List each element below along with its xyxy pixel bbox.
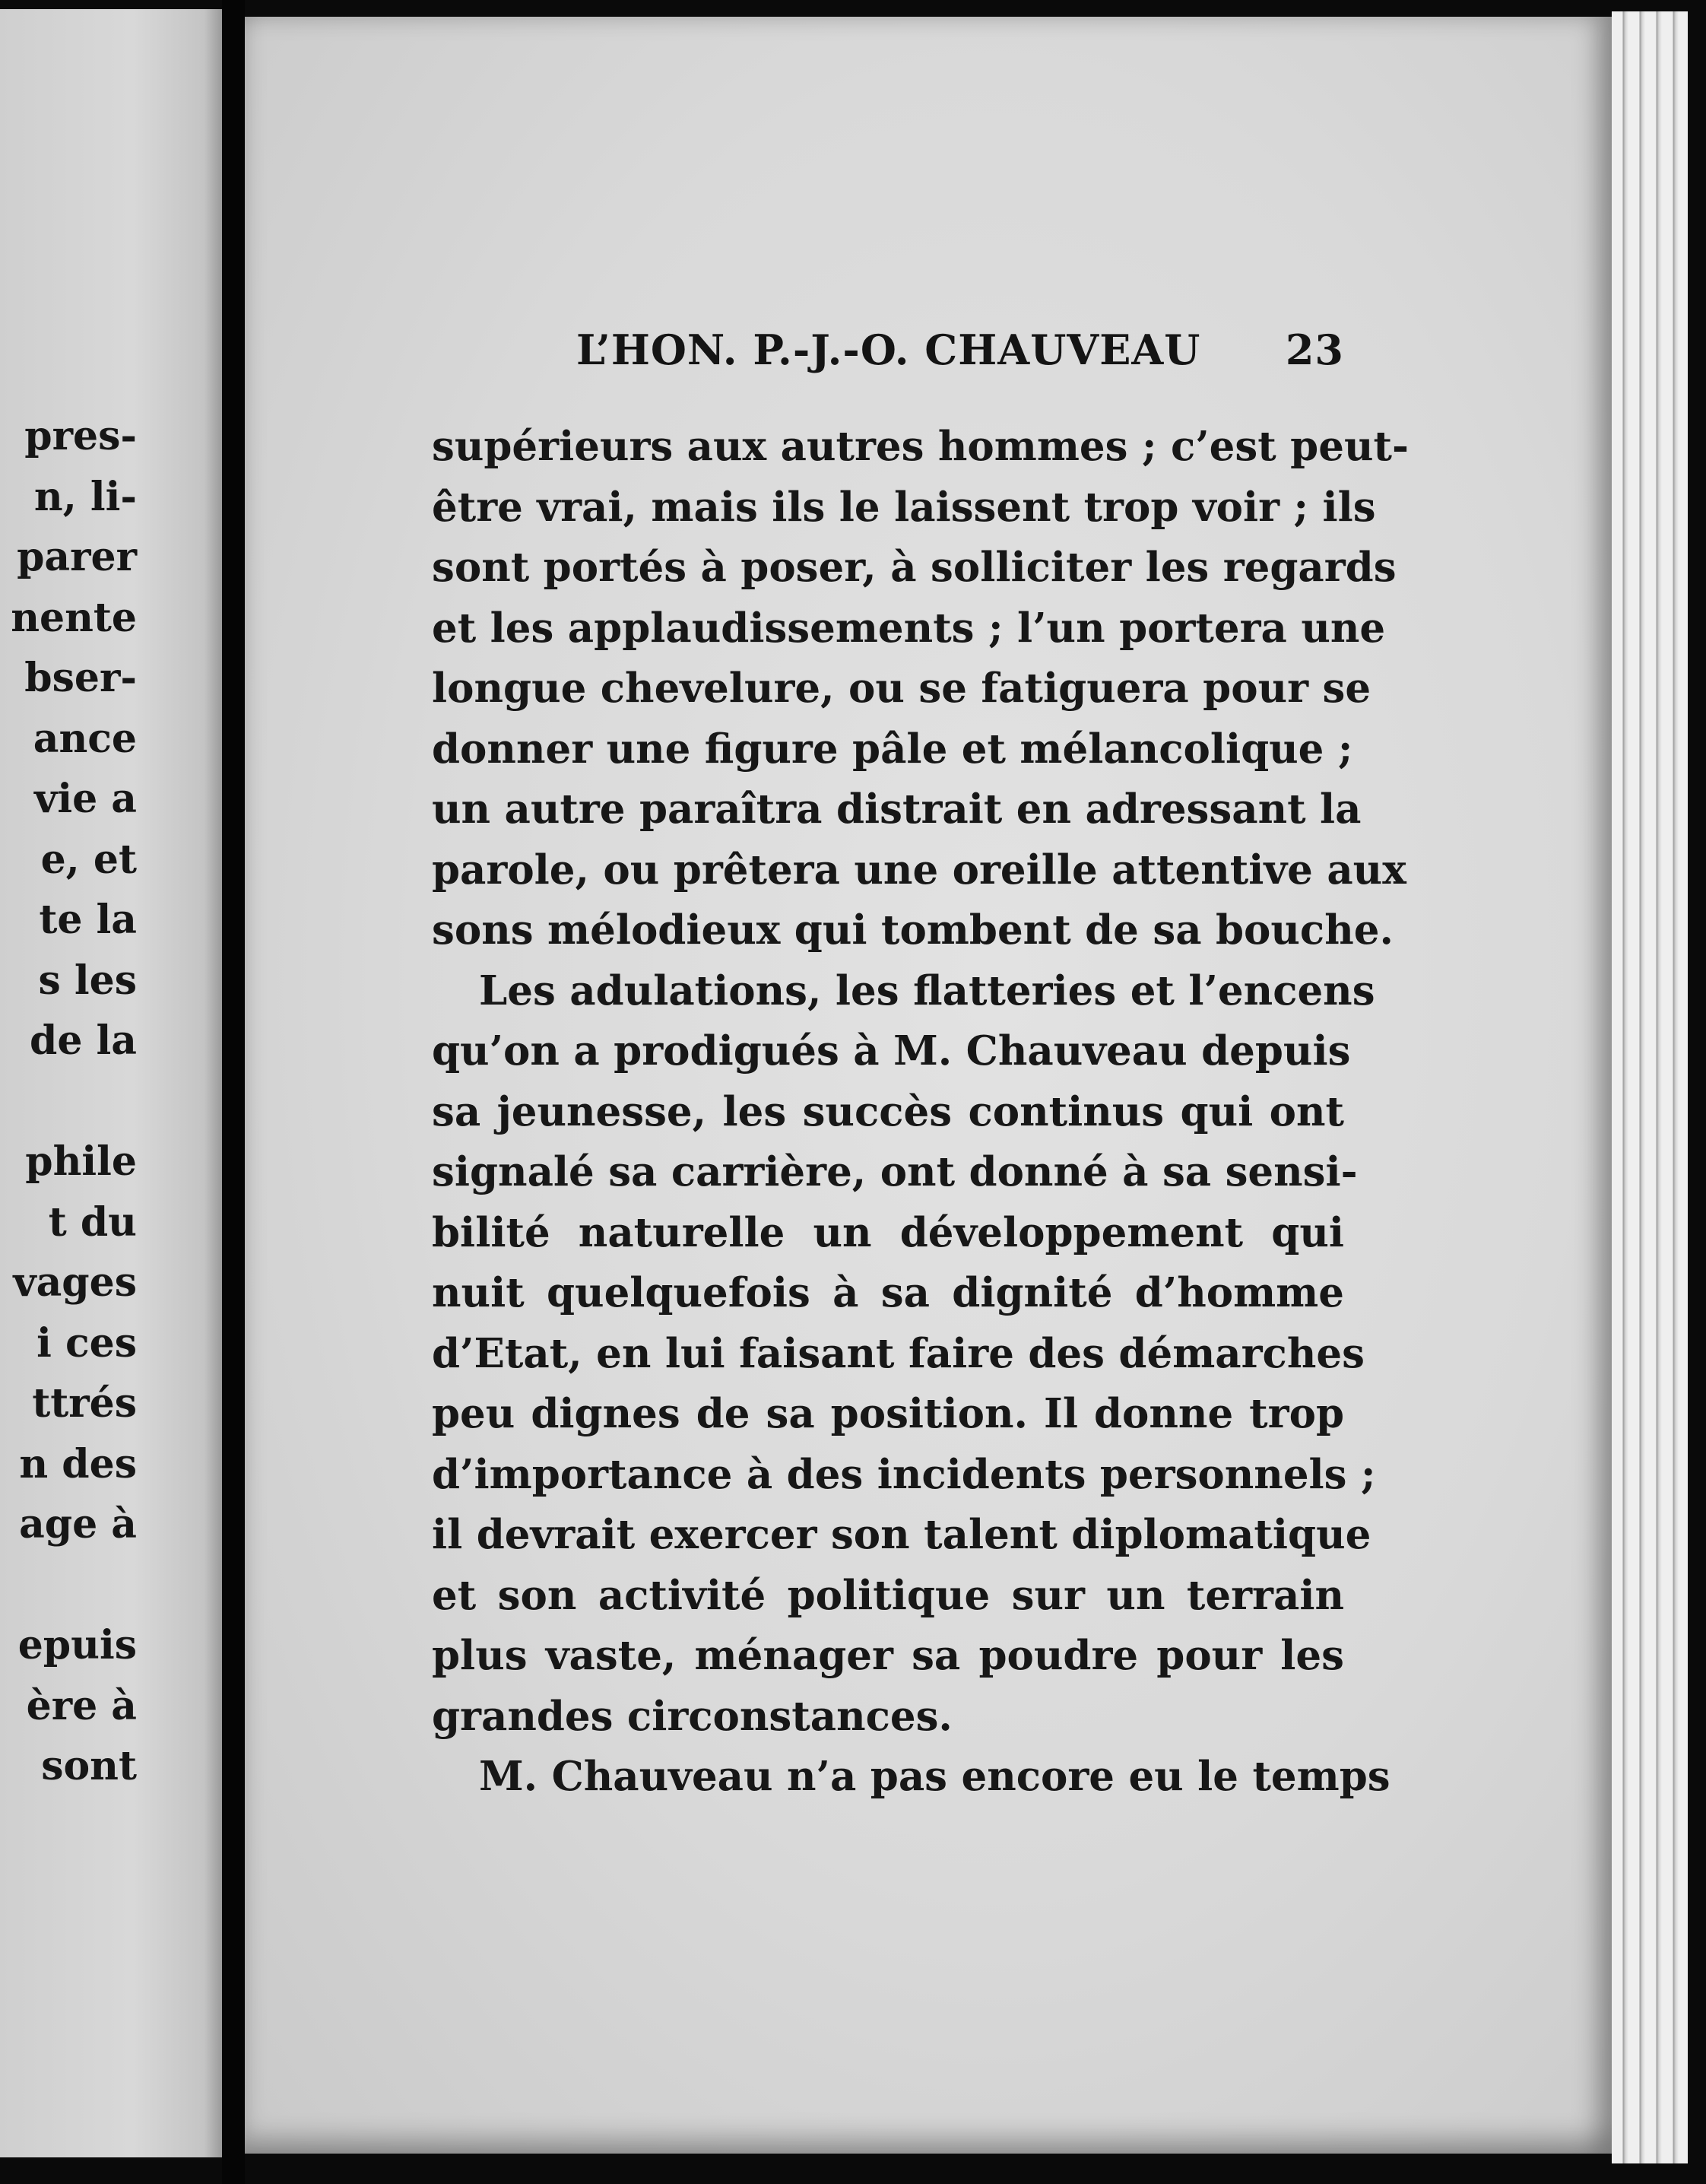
text-line: nuit quelquefois à sa dignité d’homme <box>432 1269 1344 1316</box>
left-page-line: ance <box>33 715 137 762</box>
text-line: grandes circonstances. <box>432 1692 953 1740</box>
left-page-line: n, li- <box>33 473 137 520</box>
left-page-line: age à <box>19 1501 137 1548</box>
page-edges <box>1612 11 1688 2163</box>
text-line: qu’on a prodigués à M. Chauveau depuis <box>432 1027 1351 1075</box>
page-number: 23 <box>1285 325 1344 374</box>
left-page-line: te la <box>39 897 137 943</box>
text-line: et les applaudissements ; l’un portera une <box>432 604 1386 652</box>
text-line: M. Chauveau n’a pas encore eu le temps <box>479 1753 1390 1800</box>
left-page-line: ttrés <box>32 1380 137 1427</box>
running-head-title: L’HON. P.-J.-O. CHAUVEAU <box>576 325 1201 374</box>
left-page-line: sont <box>41 1743 137 1789</box>
running-head <box>432 325 1344 386</box>
text-line: supérieurs aux autres hommes ; c’est peut- <box>432 423 1409 470</box>
text-line: être vrai, mais ils le laissent trop voir ; ils <box>432 483 1376 531</box>
left-page-line: vages <box>13 1259 137 1306</box>
left-page-line: n des <box>19 1440 137 1487</box>
text-line: sont portés à poser, à solliciter les regards <box>432 544 1397 591</box>
text-line: longue chevelure, ou se fatiguera pour se <box>432 665 1371 712</box>
text-line: d’importance à des incidents personnels ; <box>432 1450 1376 1498</box>
text-line: parole, ou prêtera une oreille attentive aux <box>432 846 1406 894</box>
left-page-line: s les <box>38 957 137 1004</box>
left-page-line: parer <box>17 534 137 580</box>
body-text <box>432 417 1409 1808</box>
left-page-line: nente <box>11 594 137 641</box>
text-line: et son activité politique sur un terrain <box>432 1571 1344 1619</box>
left-page-line: epuis <box>17 1622 137 1668</box>
text-line: sa jeunesse, les succès continus qui ont <box>432 1087 1344 1135</box>
text-line: il devrait exercer son talent diplomatique <box>432 1511 1371 1558</box>
text-line: signalé sa carrière, ont donné à sa sensi- <box>432 1148 1358 1195</box>
text-line: peu dignes de sa position. Il donne trop <box>432 1390 1344 1437</box>
left-page-line: t du <box>48 1198 137 1246</box>
left-page-line: bser- <box>24 655 137 701</box>
text-line: sons mélodieux qui tombent de sa bouche. <box>432 906 1394 954</box>
text-line: un autre paraîtra distrait en adressant la <box>432 786 1362 833</box>
text-line: Les adulations, les flatteries et l’encens <box>479 967 1375 1014</box>
left-page-line: pres- <box>24 413 137 459</box>
text-line: d’Etat, en lui faisant faire des démarches <box>432 1329 1365 1377</box>
text-line: donner une figure pâle et mélancolique ; <box>432 725 1353 773</box>
text-line: plus vaste, ménager sa poudre pour les <box>432 1632 1344 1679</box>
book-gutter <box>222 0 245 2184</box>
left-page-line: e, et <box>40 836 137 883</box>
left-page-line: de la <box>30 1017 137 1064</box>
text-line: bilité naturelle un développement qui <box>432 1208 1344 1256</box>
left-page-line: vie a <box>34 776 137 822</box>
left-page-line: phile <box>25 1138 137 1185</box>
left-page-line: ère à <box>26 1682 137 1729</box>
left-facing-page <box>0 9 222 2157</box>
left-page-line: i ces <box>36 1319 137 1367</box>
